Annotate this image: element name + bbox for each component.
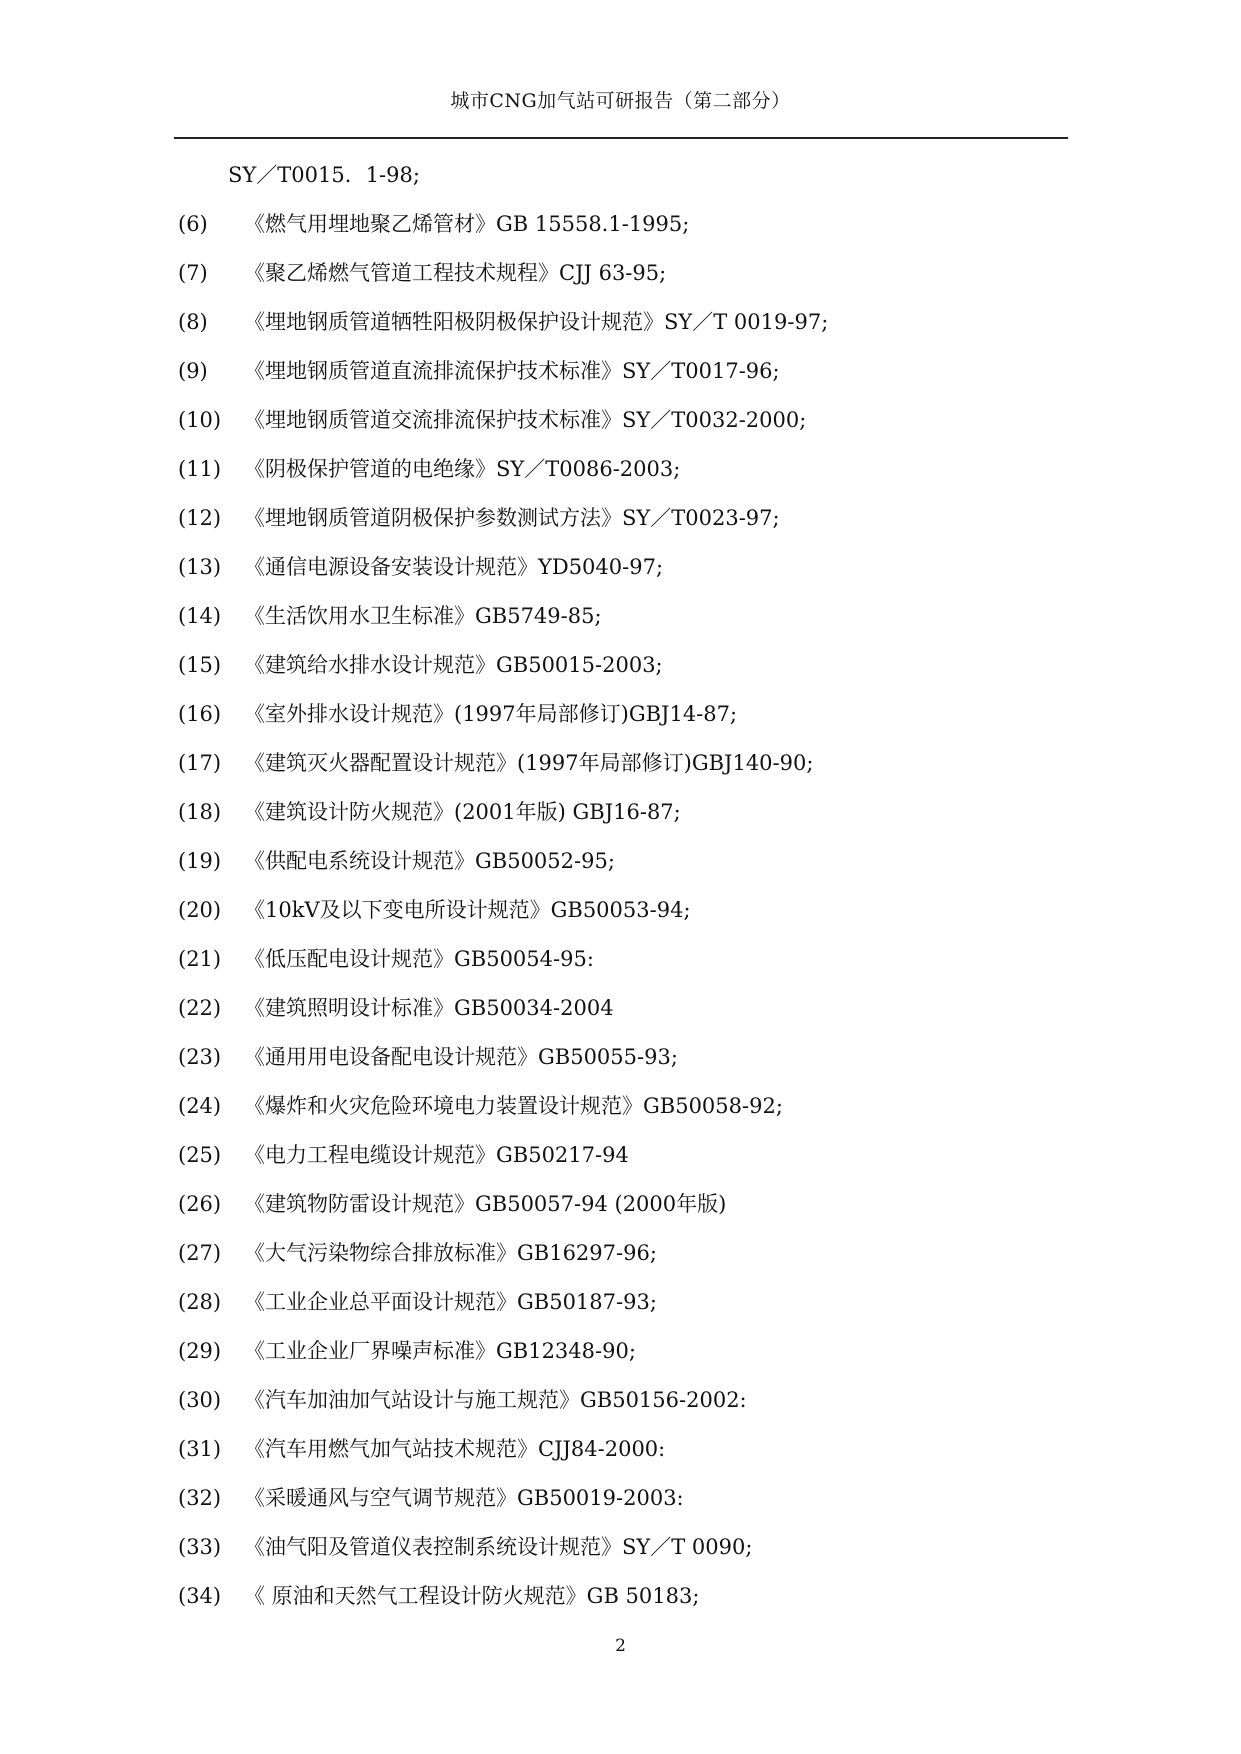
item-number: (28) [178, 1290, 222, 1314]
item-number: (19) [178, 849, 222, 873]
list-item [178, 896, 828, 945]
item-text: 《 原油和天然气工程设计防火规范》GB 50183; [244, 1584, 700, 1608]
item-number: (20) [178, 898, 222, 922]
item-number: (32) [178, 1486, 222, 1510]
list-item [178, 553, 828, 602]
page-header-title: 城市CNG加气站可研报告（第二部分） [450, 90, 791, 112]
item-text: 《聚乙烯燃气管道工程技术规程》CJJ 63-95; [244, 261, 667, 285]
item-text: 《供配电系统设计规范》GB50052-95; [244, 849, 615, 873]
item-text: 《采暖通风与空气调节规范》GB50019-2003: [244, 1486, 684, 1510]
list-item [178, 651, 828, 700]
list-item [178, 1043, 828, 1092]
list-item [178, 259, 828, 308]
list-item [178, 504, 828, 553]
header-divider [174, 137, 1068, 139]
item-text: 《汽车用燃气加气站技术规范》CJJ84-2000: [244, 1437, 666, 1461]
item-text: 《低压配电设计规范》GB50054-95: [244, 947, 594, 971]
list-item [178, 1092, 828, 1141]
item-number: (23) [178, 1045, 222, 1069]
list-item [178, 1582, 828, 1631]
continuation-line: SY／T0015．1-98; [228, 163, 420, 187]
page-number: 2 [615, 1636, 626, 1656]
list-item [178, 749, 828, 798]
item-text: 《工业企业总平面设计规范》GB50187-93; [244, 1290, 657, 1314]
list-item [178, 1337, 828, 1386]
item-number: (12) [178, 506, 222, 530]
item-number: (34) [178, 1584, 222, 1608]
item-text: 《埋地钢质管道阴极保护参数测试方法》SY／T0023-97; [244, 506, 780, 530]
item-text: 《爆炸和火灾危险环境电力装置设计规范》GB50058-92; [244, 1094, 783, 1118]
item-number: (29) [178, 1339, 222, 1363]
item-number: (6) [178, 212, 208, 236]
list-item [178, 945, 828, 994]
item-number: (27) [178, 1241, 222, 1265]
item-text: 《大气污染物综合排放标准》GB16297-96; [244, 1241, 657, 1265]
list-item [178, 1288, 828, 1337]
item-number: (21) [178, 947, 222, 971]
item-text: 《工业企业厂界噪声标准》GB12348-90; [244, 1339, 636, 1363]
list-item [178, 798, 828, 847]
item-text: 《建筑设计防火规范》(2001年版) GBJ16-87; [244, 800, 681, 824]
list-item [178, 1239, 828, 1288]
item-text: 《10kV及以下变电所设计规范》GB50053-94; [244, 898, 691, 922]
item-text: 《通信电源设备安装设计规范》YD5040-97; [244, 555, 664, 579]
item-number: (13) [178, 555, 222, 579]
reference-list [178, 210, 828, 1631]
item-text: 《通用用电设备配电设计规范》GB50055-93; [244, 1045, 678, 1069]
list-item [178, 1533, 828, 1582]
item-text: 《生活饮用水卫生标准》GB5749-85; [244, 604, 602, 628]
item-number: (26) [178, 1192, 222, 1216]
item-text: 《室外排水设计规范》(1997年局部修订)GBJ14-87; [244, 702, 738, 726]
item-text: 《建筑给水排水设计规范》GB50015-2003; [244, 653, 663, 677]
list-item [178, 1141, 828, 1190]
item-number: (15) [178, 653, 222, 677]
item-number: (24) [178, 1094, 222, 1118]
item-number: (16) [178, 702, 222, 726]
item-number: (22) [178, 996, 222, 1020]
item-number: (7) [178, 261, 208, 285]
item-number: (18) [178, 800, 222, 824]
list-item [178, 994, 828, 1043]
item-number: (8) [178, 310, 208, 334]
item-text: 《油气阳及管道仪表控制系统设计规范》SY／T 0090; [244, 1535, 753, 1559]
item-text: 《建筑灭火器配置设计规范》(1997年局部修订)GBJ140-90; [244, 751, 814, 775]
item-number: (9) [178, 359, 208, 383]
item-number: (10) [178, 408, 222, 432]
item-text: 《建筑物防雷设计规范》GB50057-94 (2000年版) [244, 1192, 727, 1216]
item-text: 《埋地钢质管道牺牲阳极阴极保护设计规范》SY／T 0019-97; [244, 310, 829, 334]
list-item [178, 357, 828, 406]
list-item [178, 1435, 828, 1484]
item-text: 《燃气用埋地聚乙烯管材》GB 15558.1-1995; [244, 212, 690, 236]
list-item [178, 1484, 828, 1533]
item-number: (33) [178, 1535, 222, 1559]
item-text: 《建筑照明设计标准》GB50034-2004 [244, 996, 614, 1020]
item-text: 《埋地钢质管道交流排流保护技术标准》SY／T0032-2000; [244, 408, 807, 432]
list-item [178, 455, 828, 504]
item-number: (25) [178, 1143, 222, 1167]
list-item [178, 210, 828, 259]
item-number: (11) [178, 457, 222, 481]
list-item [178, 700, 828, 749]
list-item [178, 602, 828, 651]
item-number: (17) [178, 751, 222, 775]
list-item [178, 308, 828, 357]
list-item [178, 406, 828, 455]
item-number: (14) [178, 604, 222, 628]
item-text: 《汽车加油加气站设计与施工规范》GB50156-2002: [244, 1388, 747, 1412]
list-item [178, 1190, 828, 1239]
item-text: 《埋地钢质管道直流排流保护技术标准》SY／T0017-96; [244, 359, 780, 383]
list-item [178, 847, 828, 896]
item-text: 《阴极保护管道的电绝缘》SY／T0086-2003; [244, 457, 681, 481]
item-text: 《电力工程电缆设计规范》GB50217-94 [244, 1143, 629, 1167]
item-number: (31) [178, 1437, 222, 1461]
item-number: (30) [178, 1388, 222, 1412]
list-item [178, 1386, 828, 1435]
